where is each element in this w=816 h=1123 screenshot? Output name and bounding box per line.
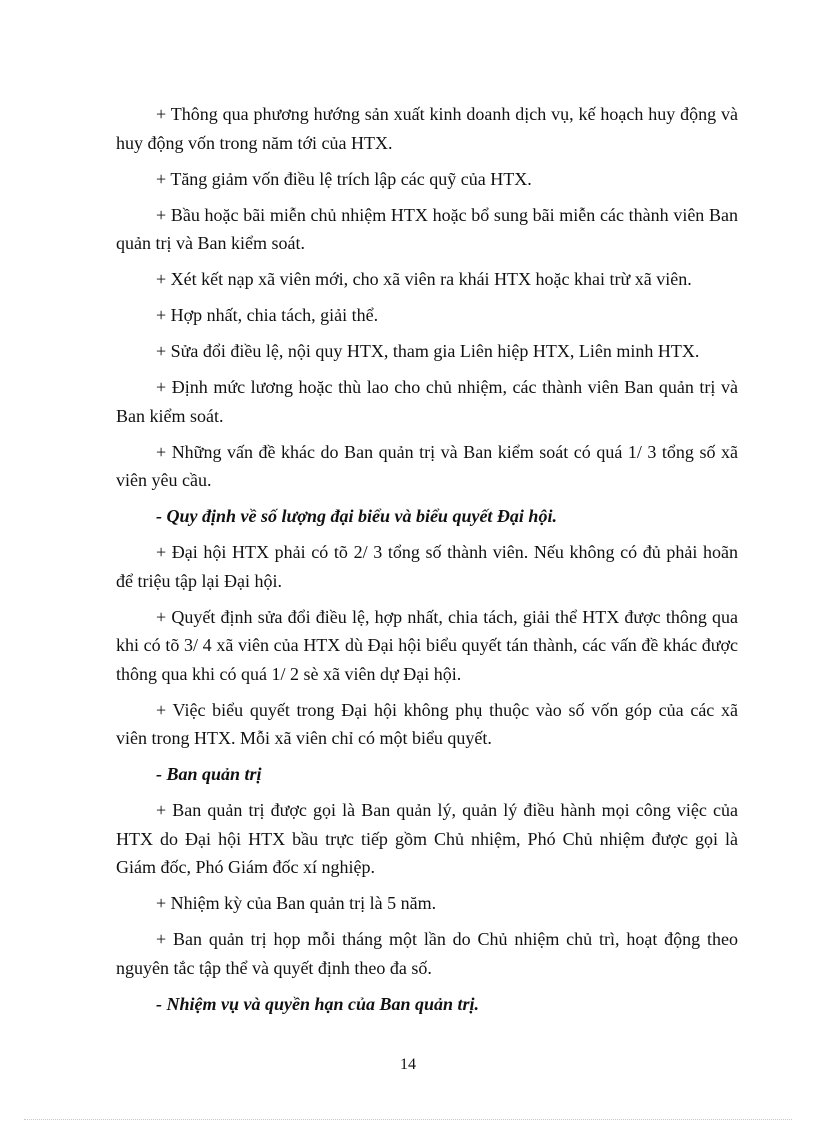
paragraph: + Thông qua phương hướng sản xuất kinh doanh dịch vụ, kế hoạch huy động và huy động vốn trong năm tới của HTX. bbox=[116, 104, 738, 153]
paragraph: + Nhiệm kỳ của Ban quản trị là 5 năm. bbox=[156, 893, 437, 913]
paragraph: + Hợp nhất, chia tách, giải thể. bbox=[156, 305, 379, 325]
paragraph: + Định mức lương hoặc thù lao cho chủ nhiệm, các thành viên Ban quản trị và Ban kiểm soát. bbox=[116, 377, 738, 426]
paragraph: + Quyết định sửa đổi điều lệ, hợp nhất, chia tách, giải thể HTX được thông qua khi có tõ 3/ 4 xã viên của HTX dù Đại hội biểu quyết tán thành, các vấn đề khác được thông qua khi có quá 1/ 2 sè xã viên dự Đại hội. bbox=[116, 606, 738, 684]
paragraph: + Ban quản trị được gọi là Ban quản lý, quản lý điều hành mọi công việc của HTX do Đại hội HTX bầu trực tiếp gồm Chủ nhiệm, Phó Chủ nhiệm được gọi là Giám đốc, Phó Giám đốc xí nghiệp. bbox=[116, 800, 738, 877]
paragraph: + Việc biểu quyết trong Đại hội không phụ thuộc vào số vốn góp của các xã viên trong HTX. Mỗi xã viên chỉ có một biểu quyết. bbox=[116, 699, 738, 748]
page-number: 14 bbox=[400, 1056, 416, 1073]
footer-divider bbox=[24, 1119, 792, 1120]
section-heading: - Quy định về số lượng đại biểu và biểu quyết Đại hội. bbox=[156, 506, 557, 526]
paragraph: + Đại hội HTX phải có tõ 2/ 3 tổng số thành viên. Nếu không có đủ phải hoãn để triệu tập lại Đại hội. bbox=[116, 542, 738, 591]
paragraph: + Bầu hoặc bãi miễn chủ nhiệm HTX hoặc bổ sung bãi miễn các thành viên Ban quản trị và Ban kiểm soát. bbox=[116, 204, 738, 253]
paragraph: + Ban quản trị họp mỗi tháng một lần do Chủ nhiệm chủ trì, hoạt động theo nguyên tắc tập thể và quyết định theo đa số. bbox=[116, 929, 738, 978]
paragraph: + Tăng giảm vốn điều lệ trích lập các quỹ của HTX. bbox=[156, 168, 532, 189]
paragraph: + Sửa đổi điều lệ, nội quy HTX, tham gia Liên hiệp HTX, Liên minh HTX. bbox=[156, 341, 700, 361]
section-heading: - Nhiệm vụ và quyền hạn của Ban quản trị. bbox=[156, 993, 480, 1014]
paragraph: + Xét kết nạp xã viên mới, cho xã viên ra khái HTX hoặc khai trừ xã viên. bbox=[156, 269, 692, 289]
paragraph: + Những vấn đề khác do Ban quản trị và Ban kiểm soát có quá 1/ 3 tổng số xã viên yêu cầu. bbox=[116, 441, 738, 490]
section-heading: - Ban quản trị bbox=[156, 764, 262, 784]
document-body bbox=[116, 100, 738, 1026]
